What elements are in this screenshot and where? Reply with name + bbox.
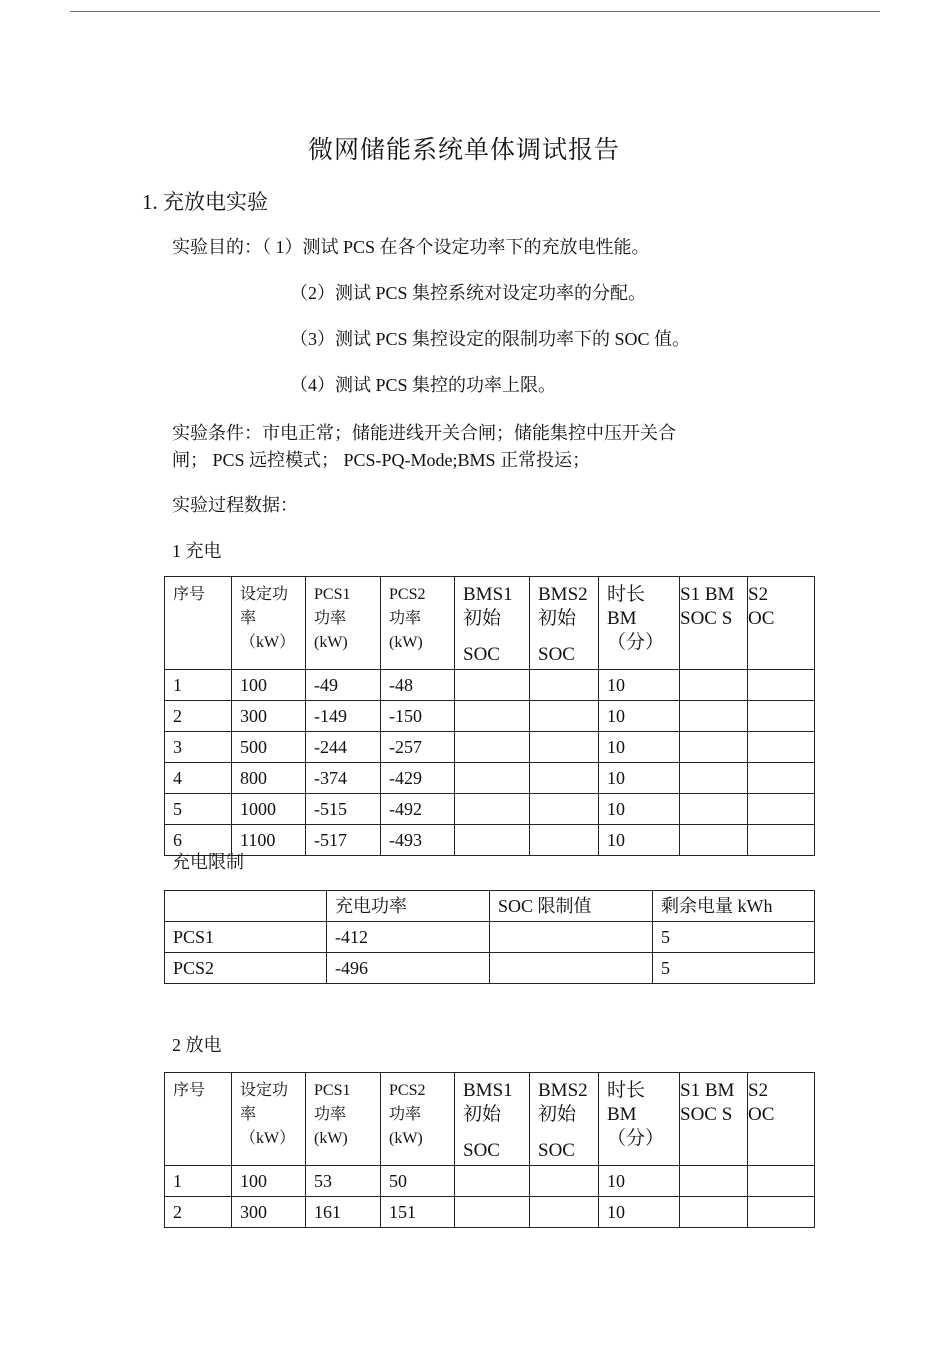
table-cell: -48 <box>381 670 455 701</box>
header-cell: PCS2 功率 (kW) <box>381 1073 455 1166</box>
table-cell <box>530 763 599 794</box>
table-cell: 300 <box>232 701 306 732</box>
table-cell: -244 <box>306 732 381 763</box>
section-heading: 1. 充放电实验 <box>142 190 268 214</box>
table-cell: 10 <box>599 701 680 732</box>
charge-limit-table <box>164 890 815 984</box>
table-cell <box>530 1166 599 1197</box>
table-cell: -493 <box>381 825 455 856</box>
table-cell <box>748 794 815 825</box>
table-cell: 10 <box>599 794 680 825</box>
table-cell <box>530 701 599 732</box>
table-cell <box>455 701 530 732</box>
table-cell: -429 <box>381 763 455 794</box>
table-cell <box>530 670 599 701</box>
table-cell: 1 <box>165 1166 232 1197</box>
table-cell <box>748 670 815 701</box>
table-cell: 5 <box>653 922 815 953</box>
header-cell <box>165 891 327 922</box>
table-cell <box>748 1166 815 1197</box>
table-row <box>165 922 815 953</box>
table-cell: 1 <box>165 670 232 701</box>
table-cell: 10 <box>599 1197 680 1228</box>
table-row <box>165 763 815 794</box>
purpose-line-1 <box>172 233 650 259</box>
table-cell: 800 <box>232 763 306 794</box>
table-cell <box>680 1197 748 1228</box>
table-cell: -49 <box>306 670 381 701</box>
header-cell: 设定功 率 （kW） <box>232 577 306 670</box>
table-cell <box>455 825 530 856</box>
table-cell: 6 <box>165 825 232 856</box>
table-cell: -149 <box>306 701 381 732</box>
table-cell <box>680 732 748 763</box>
table-cell: 100 <box>232 670 306 701</box>
table-row <box>165 732 815 763</box>
table-cell <box>530 1197 599 1228</box>
table-cell: 10 <box>599 825 680 856</box>
header-cell: PCS2 功率 (kW) <box>381 577 455 670</box>
table-cell <box>455 670 530 701</box>
table-cell <box>748 1197 815 1228</box>
table-cell: 50 <box>381 1166 455 1197</box>
header-cell: S2 OC <box>748 1073 815 1166</box>
header-cell: S2 OC <box>748 577 815 670</box>
conditions-line: 闸； PCS 远控模式； PCS-PQ-Mode;BMS 正常投运； <box>172 450 591 470</box>
table-cell <box>680 670 748 701</box>
charge-label: 1 充电 <box>172 541 222 561</box>
table-cell: 10 <box>599 763 680 794</box>
table-cell: -515 <box>306 794 381 825</box>
table-cell <box>530 732 599 763</box>
table-cell <box>748 763 815 794</box>
table-header-row <box>165 1073 815 1166</box>
table-cell: 10 <box>599 670 680 701</box>
header-cell: PCS1 功率 (kW) <box>306 1073 381 1166</box>
table-cell <box>455 1166 530 1197</box>
table-cell <box>490 922 653 953</box>
conditions-line: 实验条件：市电正常；储能进线开关合闸；储能集控中压开关合 <box>172 423 676 443</box>
table-cell: 2 <box>165 701 232 732</box>
table-cell: 4 <box>165 763 232 794</box>
table-cell <box>680 1166 748 1197</box>
table-cell: -492 <box>381 794 455 825</box>
table-cell <box>680 825 748 856</box>
page-title: 微网储能系统单体调试报告 <box>307 137 620 164</box>
header-cell: 时长 BM （分） <box>599 577 680 670</box>
header-cell: SOC 限制值 <box>490 891 653 922</box>
table-row <box>165 1197 815 1228</box>
discharge-table <box>164 1072 815 1228</box>
header-cell: 设定功 率 （kW） <box>232 1073 306 1166</box>
table-cell: -517 <box>306 825 381 856</box>
table-row <box>165 670 815 701</box>
table-cell <box>680 763 748 794</box>
header-cell: BMS1 初始 SOC <box>455 1073 530 1166</box>
table-cell <box>455 794 530 825</box>
table-cell: 2 <box>165 1197 232 1228</box>
table-row <box>165 794 815 825</box>
header-cell: 剩余电量 kWh <box>653 891 815 922</box>
table-cell: 3 <box>165 732 232 763</box>
table-cell: -150 <box>381 701 455 732</box>
table-row <box>165 953 815 984</box>
table-cell <box>455 1197 530 1228</box>
purpose-item: （3）测试 PCS 集控设定的限制功率下的 SOC 值。 <box>290 329 691 349</box>
table-cell: 300 <box>232 1197 306 1228</box>
header-cell: BMS1 初始 SOC <box>455 577 530 670</box>
header-cell: BMS2 初始 SOC <box>530 577 599 670</box>
table-cell: PCS2 <box>165 953 327 984</box>
table-cell: 161 <box>306 1197 381 1228</box>
table-cell: 1000 <box>232 794 306 825</box>
purpose-item: （2）测试 PCS 集控系统对设定功率的分配。 <box>290 283 647 303</box>
header-cell: 时长 BM （分） <box>599 1073 680 1166</box>
table-cell <box>490 953 653 984</box>
table-cell: 5 <box>653 953 815 984</box>
conditions-paragraph <box>172 420 772 474</box>
header-cell: 序号 <box>165 577 232 670</box>
table-cell <box>748 732 815 763</box>
table-cell: PCS1 <box>165 922 327 953</box>
table-cell: -412 <box>327 922 490 953</box>
table-cell <box>680 701 748 732</box>
charge-limit-label: 充电限制 <box>172 852 244 872</box>
table-cell: 1100 <box>232 825 306 856</box>
table-cell: 53 <box>306 1166 381 1197</box>
table-cell: -374 <box>306 763 381 794</box>
table-cell: 100 <box>232 1166 306 1197</box>
table-header-row <box>165 577 815 670</box>
table-cell: 10 <box>599 1166 680 1197</box>
table-cell <box>455 763 530 794</box>
discharge-label: 2 放电 <box>172 1035 222 1055</box>
purpose-item: （ 1）测试 PCS 在各个设定功率下的充放电性能。 <box>262 237 650 257</box>
table-cell: 500 <box>232 732 306 763</box>
process-label: 实验过程数据： <box>172 495 298 515</box>
header-cell: S1 BM SOC S <box>680 1073 748 1166</box>
header-cell: S1 BM SOC S <box>680 577 748 670</box>
header-cell: 充电功率 <box>327 891 490 922</box>
header-cell: 序号 <box>165 1073 232 1166</box>
purpose-label: 实验目的： <box>172 237 262 257</box>
header-cell: PCS1 功率 (kW) <box>306 577 381 670</box>
table-cell: 151 <box>381 1197 455 1228</box>
purpose-item: （4）测试 PCS 集控的功率上限。 <box>290 375 557 395</box>
table-cell <box>748 825 815 856</box>
top-rule <box>70 11 880 12</box>
table-cell <box>455 732 530 763</box>
table-row <box>165 1166 815 1197</box>
table-row <box>165 701 815 732</box>
table-cell <box>748 701 815 732</box>
table-cell: 5 <box>165 794 232 825</box>
table-cell <box>530 794 599 825</box>
table-cell: -496 <box>327 953 490 984</box>
table-cell <box>530 825 599 856</box>
header-cell: BMS2 初始 SOC <box>530 1073 599 1166</box>
charge-table <box>164 576 815 856</box>
table-cell: 10 <box>599 732 680 763</box>
table-cell: -257 <box>381 732 455 763</box>
table-header-row <box>165 891 815 922</box>
table-row <box>165 825 815 856</box>
table-cell <box>680 794 748 825</box>
